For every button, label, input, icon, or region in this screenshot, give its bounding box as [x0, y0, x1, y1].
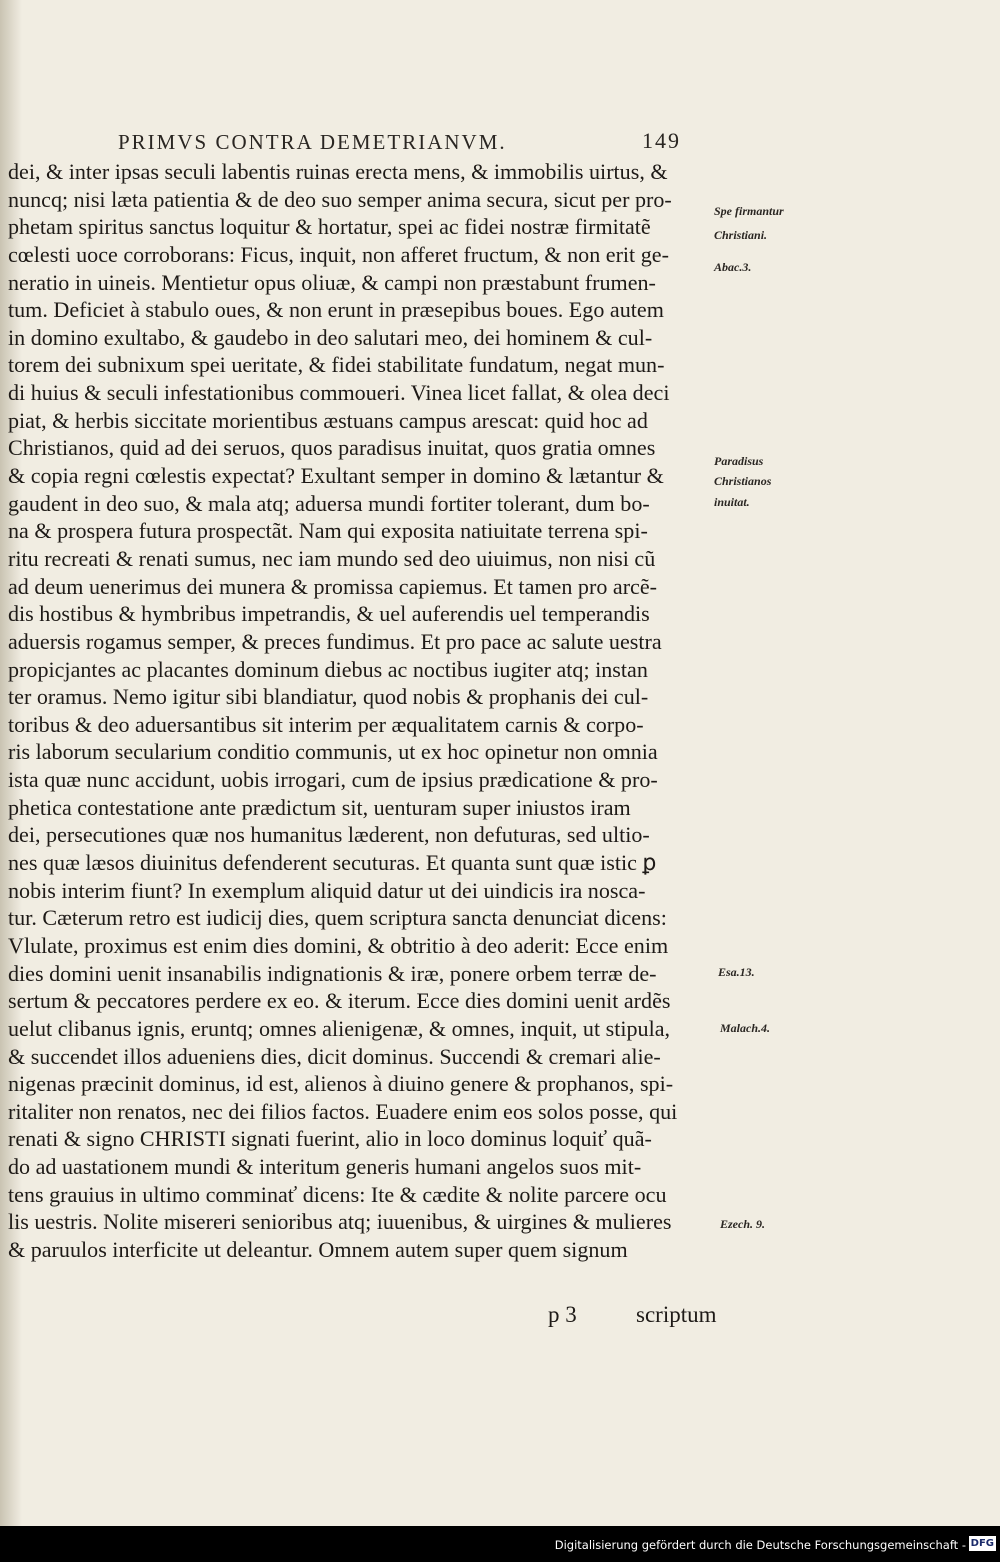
marginal-note: Ezech. 9. [720, 1217, 765, 1231]
text-line: Christianos, quid ad dei seruos, quos paradisus inuitat, quos gratia omnes [8, 435, 656, 461]
text-line: & succendet illos adueniens dies, dicit dominus. Succendi & cremari alie- [8, 1043, 661, 1069]
marginal-note: Christianos [714, 474, 772, 488]
text-line: toribus & deo aduersantibus sit interim per æqualitatem carnis & corpo- [8, 711, 644, 737]
text-line: phetam spiritus sanctus loquitur & hortatur, spei ac fidei nostræ firmitatẽ [8, 214, 651, 240]
page-foot [0, 1302, 1000, 1332]
running-head: PRIMVS CONTRA DEMETRIANVM. [118, 130, 507, 154]
marginal-note: Christiani. [714, 228, 768, 242]
text-line: neratio in uineis. Mentietur opus oliuæ, & campi non præstabunt frumen- [8, 269, 656, 295]
signature-mark: p 3 [548, 1302, 577, 1327]
text-line: & copia regni cœlestis expectat? Exultant semper in domino & lætantur & [8, 463, 664, 489]
page-number: 149 [642, 128, 681, 153]
text-line: ista quæ nunc accidunt, uobis irrogari, cum de ipsius prædicatione & pro- [8, 767, 658, 793]
text-line: do ad uastationem mundi & interitum generis humani angelos suos mit- [8, 1154, 642, 1180]
text-line: uelut clibanus ignis, eruntq; omnes alienigenæ, & omnes, inquit, ut stipula, [8, 1015, 671, 1041]
text-line: tur. Cæterum retro est iudicij dies, quem scriptura sancta denunciat dicens: [8, 905, 667, 931]
marginal-note: Malach.4. [720, 1021, 771, 1035]
footer-bar [0, 1526, 1000, 1562]
text-line: di huius & seculi infestationibus commoueri. Vinea licet fallat, & olea deci [8, 380, 670, 406]
dfg-logo: DFG [970, 1538, 994, 1549]
text-line: ritu recreati & renati sumus, nec iam mundo sed deo uiuimus, non nisi cũ [8, 545, 656, 571]
marginal-note: inuitat. [714, 495, 750, 509]
page-header [0, 130, 1000, 160]
marginal-note: Esa.13. [718, 965, 755, 979]
text-line: na & prospera futura prospectãt. Nam qui exposita natiuitate terrena spi- [8, 518, 648, 544]
marginal-note: Abac.3. [714, 260, 752, 274]
text-line: tum. Deficiet à stabulo oues, & non erunt in præsepibus boues. Ego autem [8, 297, 664, 323]
text-line: dei, persecutiones quæ nos humanitus læderent, non defuturas, sed ultio- [8, 822, 650, 848]
text-line: lis uestris. Nolite misereri senioribus atq; iuuenibus, & uirgines & mulieres [8, 1209, 672, 1235]
text-line: nes quæ læsos diuinitus defenderent secuturas. Et quanta sunt quæ istic ꝑ [8, 850, 657, 876]
text-line: nobis interim fiunt? In exemplum aliquid datur ut dei uindicis ira nosca- [8, 877, 646, 903]
text-line: ris laborum secularium conditio communis, ut ex hoc opinetur non omnia [8, 739, 658, 765]
text-line: renati & signo CHRISTI signati fuerint, alio in loco dominus loquiť quã- [8, 1126, 652, 1152]
text-line: tens grauius in ultimo comminať dicens: Ite & cædite & nolite parcere ocu [8, 1181, 667, 1207]
text-line: & paruulos interficite ut deleantur. Omnem autem super quem signum [8, 1236, 628, 1262]
text-line: propicjantes ac placantes dominum diebus ac noctibus iugiter atq; instan [8, 656, 648, 682]
text-line: ter oramus. Nemo igitur sibi blandiatur, quod nobis & prophanis dei cul- [8, 684, 649, 710]
text-line: cœlesti uoce corroborans: Ficus, inquit, non afferet fructum, & non erit ge- [8, 241, 669, 267]
text-line: Vlulate, proximus est enim dies domini, & obtritio à deo aderit: Ecce enim [8, 932, 669, 958]
text-line: torem dei subnixum spei ueritate, & fidei stabilitate fundatum, negat mun- [8, 352, 665, 378]
funding-notice: Digitalisierung gefördert durch die Deutsche Forschungsgemeinschaft - [554, 1538, 966, 1552]
text-line: ad deum uenerimus dei munera & promissa capiemus. Et tamen pro arcẽ- [8, 573, 658, 599]
text-line: nigenas præcinit dominus, id est, alienos à diuino genere & prophanos, spi- [8, 1071, 674, 1097]
text-line: aduersis rogamus semper, & preces fundimus. Et pro pace ac salute uestra [8, 628, 662, 654]
catchword: scriptum [636, 1302, 717, 1327]
text-line: piat, & herbis siccitate morientibus æstuans campus arescat: quid hoc ad [8, 407, 648, 433]
text-line: dei, & inter ipsas seculi labentis ruinas erecta mens, & immobilis uirtus, & [8, 159, 668, 184]
text-line: in domino exultabo, & gaudebo in deo salutari meo, dei hominem & cul- [8, 324, 653, 350]
text-line: nuncq; nisi læta patientia & de deo suo semper anima secura, sicut per pro- [8, 186, 672, 212]
text-line: dies domini uenit insanabilis indignationis & iræ, ponere orbem terræ de- [8, 960, 657, 986]
text-line: sertum & peccatores perdere ex eo. & iterum. Ecce dies domini uenit ardẽs [8, 988, 671, 1014]
text-line: dis hostibus & hymbribus impetrandis, & uel auferendis uel temperandis [8, 601, 650, 627]
text-line: gaudent in deo suo, & mala atq; aduersa mundi fortiter tolerant, dum bo- [8, 490, 650, 516]
marginal-note: Paradisus [714, 454, 764, 468]
marginal-note: Spe firmantur [714, 204, 784, 218]
text-line: ritaliter non renatos, nec dei filios factos. Euadere enim eos solos posse, qui [8, 1098, 678, 1124]
body-text [8, 158, 728, 1264]
text-line: phetica contestatione ante prædictum sit, uenturam super iniustos iram [8, 794, 631, 820]
